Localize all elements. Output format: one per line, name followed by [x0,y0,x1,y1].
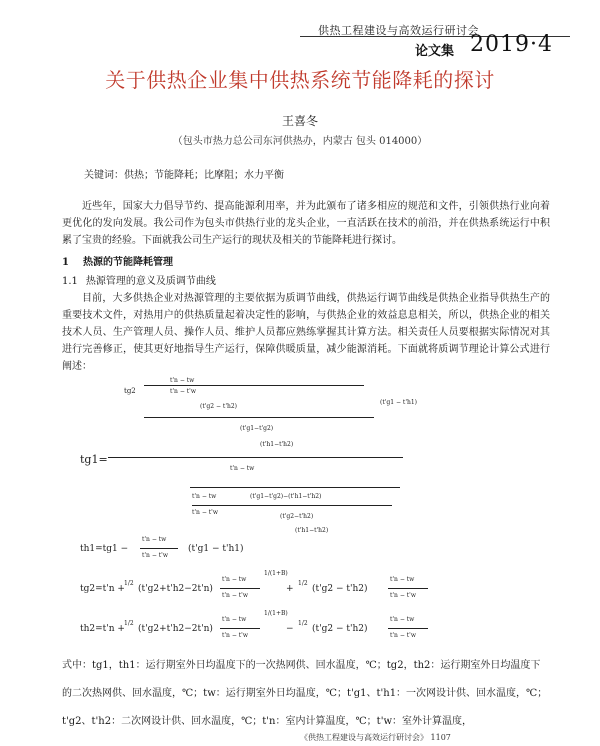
formula-tg1 [80,377,540,545]
formula-tg1-den-d: t'n − t'w [192,509,218,516]
formula-tg2-den: t'n − t'w [222,592,248,599]
formula-tg2-exp: 1/(1+B) [264,570,288,577]
section-1-1-heading [62,272,216,287]
page-footer: 《供热工程建设与高效运行研讨会》 1107 [300,733,451,742]
section-label: 论文集 [415,44,455,59]
formula-th2-lhs: th2=t'n + [80,624,125,634]
section-1-1-paragraph: 目前，大多供热企业对热源管理的主要依据为质调节曲线，供热运行调节曲线是供热企业指导供热生产的重要技术文件，对热用户的供热质量起着决定性的影响，与供热企业的效益息息相关，所以，供热企业的相关技术人员、生产管理人员、操作人员、维护人员都应熟练掌握其计算方法。相关责任人员要根据实际情况对其进行完善修正，使其更好地指导生产运行，保障供暖质量，减少能源消耗。下面就将质调节理论计算公式进行阐述： [62,293,550,372]
formula-tg1-den-m: (t'g1−t'g2)−(t'h1−t'h2) [250,493,322,500]
formula-th2-exp: 1/(1+B) [264,610,288,617]
formula-tg1-num-sub2: (t'h1−t'h2) [260,441,294,448]
formula-tg1-den-top: t'n − tw [230,465,255,472]
formula-th2-half2: 1/2 [298,620,308,627]
formula-tg2-bar2 [388,588,428,589]
formula-tg2-mid: (t'g2+t'h2−2t'n) [138,584,213,594]
formula-tg1-num-sub: (t'g1−t'g2) [240,425,274,432]
formula-tg1-num-rhs: (t'g1 − t'h1) [380,399,417,406]
keywords-label: 关键词： [84,170,124,181]
section-1-heading [62,253,173,268]
section-1-1-number: 1.1 [62,276,78,287]
formula-tg1-num-inner: (t'g2 − t'h2) [200,403,237,410]
section-1-title: 热源的节能降耗管理 [82,257,173,268]
formula-tg1-num-tag: tg2 [124,387,136,395]
keywords [84,166,284,181]
formula-tg2-num2: t'n − tw [390,576,415,583]
formula-tg1-den-d2: (t'g2−t'h2) [280,513,314,520]
formula-tg2-plus: + [286,584,294,594]
formula-th2-bar [220,628,260,629]
author-name: 王喜冬 [281,114,318,128]
intro-paragraph: 近些年，国家大力倡导节约、提高能源利用率，并为此颁布了诸多相应的规范和文件，引领供热行业向着更优化的发向发展。我公司作为包头市供热行业的龙头企业，一直活跃在技术的前沿，并在供热系统运行中积累了宝贵的经验。下面就我公司生产运行的现状及相关的节能降耗进行探讨。 [62,201,550,246]
formula-th2-half: 1/2 [124,620,134,627]
formula-tg1-num-subbar [144,417,374,418]
formula-th2-num: t'n − tw [222,616,247,623]
formula-th2-minus: − [286,624,294,634]
formula-th2-den2: t'n − t'w [390,632,416,639]
formula-th2-mid: (t'g2+t'h2−2t'n) [138,624,213,634]
formula-tg2-half2: 1/2 [298,580,308,587]
formula-th2-rhs: (t'g2 − t'h2) [312,624,368,634]
formula-tg2-half: 1/2 [124,580,134,587]
formula-tg1-lhs: tg1= [80,453,108,466]
formula-th2-den: t'n − t'w [222,632,248,639]
formula-th2 [80,610,550,648]
section-1-1-title: 热源管理的意义及质调节曲线 [85,276,216,287]
article-title: 关于供热企业集中供热系统节能降耗的探讨 [105,68,495,92]
formula-th1-num: t'n − tw [142,536,167,543]
formula-tg1-main-bar [108,457,403,458]
formula-th1-rhs: (t'g1 − t'h1) [188,544,244,554]
formula-tg1-num-frac: t'n − tw [170,377,195,384]
formula-th2-num2: t'n − tw [390,616,415,623]
formula-tg1-num-bar [144,385,364,386]
formula-tg2-lhs: tg2=t'n + [80,584,125,594]
formula-tg1-den-l: t'n − tw [192,493,217,500]
keywords-text: 供热；节能降耗；比摩阻；水力平衡 [124,170,284,181]
formula-th1-den: t'n − t'w [142,552,168,559]
formula-tg2-num: t'n − tw [222,576,247,583]
formula-th1 [80,536,380,566]
formula-tg2 [80,570,550,608]
issue-year: 2019·4 [470,32,553,57]
formula-tg1-den-d3: (t'h1−t'h2) [295,527,329,534]
formula-tg1-num-den: t'n − t'w [170,388,196,395]
conference-name: 供热工程建设与高效运行研讨会 [318,24,479,37]
formula-tg1-den-subbar [192,505,392,506]
formula-tg1-den-bar [190,487,400,488]
formula-th1-bar [140,548,178,549]
formula-th2-bar2 [388,628,428,629]
formula-tg2-bar [220,588,260,589]
formula-tg2-rhs: (t'g2 − t'h2) [312,584,368,594]
formula-th1-lhs: th1=tg1 − [80,544,129,554]
symbol-definitions: 式中：tg1，th1：运行期室外日均温度下的一次热网供、回水温度，℃；tg2，th2：运行期室外日均温度下的二次热网供、回水温度，℃；tw：运行期室外日均温度，℃；t'g1、t'h1：一次网设计供、回水温度，℃；t'g2、t'h2：二次网设计供、回水温度，℃；t'n：室内计算温度，℃；t'w：室外计算温度， [62,660,548,727]
section-1-number: 1 [62,257,69,268]
formula-tg2-den2: t'n − t'w [390,592,416,599]
affiliation: （包头市热力总公司东河供热办，内蒙古 包头 014000） [172,136,428,147]
